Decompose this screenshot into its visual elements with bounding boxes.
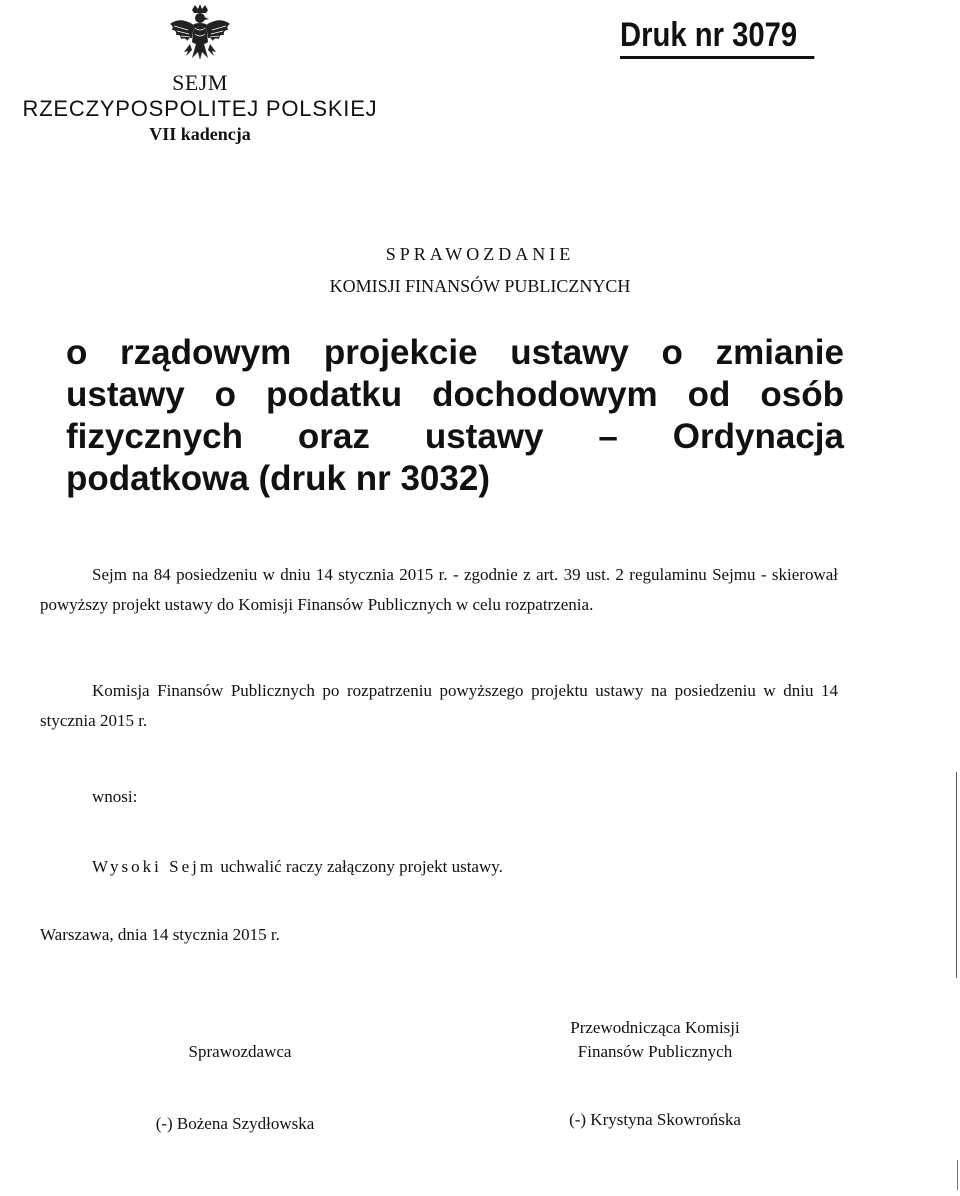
scan-edge-line — [957, 1160, 958, 1190]
chair-title-line1: Przewodnicząca Komisji — [570, 1018, 740, 1037]
place-date: Warszawa, dnia 14 stycznia 2015 r. — [40, 925, 280, 944]
subject-line: o rządowym projekcie ustawy o zmianie — [66, 333, 844, 372]
republic-label: RZECZYPOSPOLITEJ POLSKIEJ — [22, 96, 378, 121]
print-number: Druk nr 3079 — [620, 14, 814, 59]
moves-label: wnosi: — [92, 787, 138, 806]
subject-line: fizycznych oraz ustawy – Ordynacja — [66, 417, 844, 456]
subject-line: podatkowa (druk nr 3032) — [66, 459, 490, 498]
scan-edge-line — [956, 772, 957, 978]
polish-eagle-emblem-icon — [168, 4, 232, 66]
chair-signature: (-) Krystyna Skowrońska — [569, 1110, 741, 1129]
report-heading: SPRAWOZDANIE — [385, 244, 575, 264]
request-rest: uchwalić raczy załączony projekt ustawy. — [216, 857, 503, 876]
subject-line: ustawy o podatku dochodowym od osób — [66, 375, 844, 414]
rapporteur-signature: (-) Bożena Szydłowska — [155, 1114, 315, 1133]
committee-name: KOMISJI FINANSÓW PUBLICZNYCH — [329, 276, 631, 296]
chair-title-line2: Finansów Publicznych — [577, 1042, 733, 1061]
rapporteur-title: Sprawozdawca — [188, 1042, 292, 1061]
report-subject — [66, 332, 844, 500]
term-label: VII kadencja — [149, 124, 251, 144]
referral-paragraph: Sejm na 84 posiedzeniu w dniu 14 stycznia 2015 r. - zgodnie z art. 39 ust. 2 regulaminu Sejmu - skierował powyższy projekt ustawy do Komisji Finansów Publicznych w celu rozpatrzenia. — [40, 565, 838, 614]
sejm-label: SEJM — [172, 70, 228, 95]
request-prefix: Wysoki Sejm — [92, 857, 217, 876]
request-text — [92, 852, 503, 882]
committee-paragraph: Komisja Finansów Publicznych po rozpatrzeniu powyższego projektu ustawy na posiedzeniu w dniu 14 stycznia 2015 r. — [40, 681, 838, 730]
